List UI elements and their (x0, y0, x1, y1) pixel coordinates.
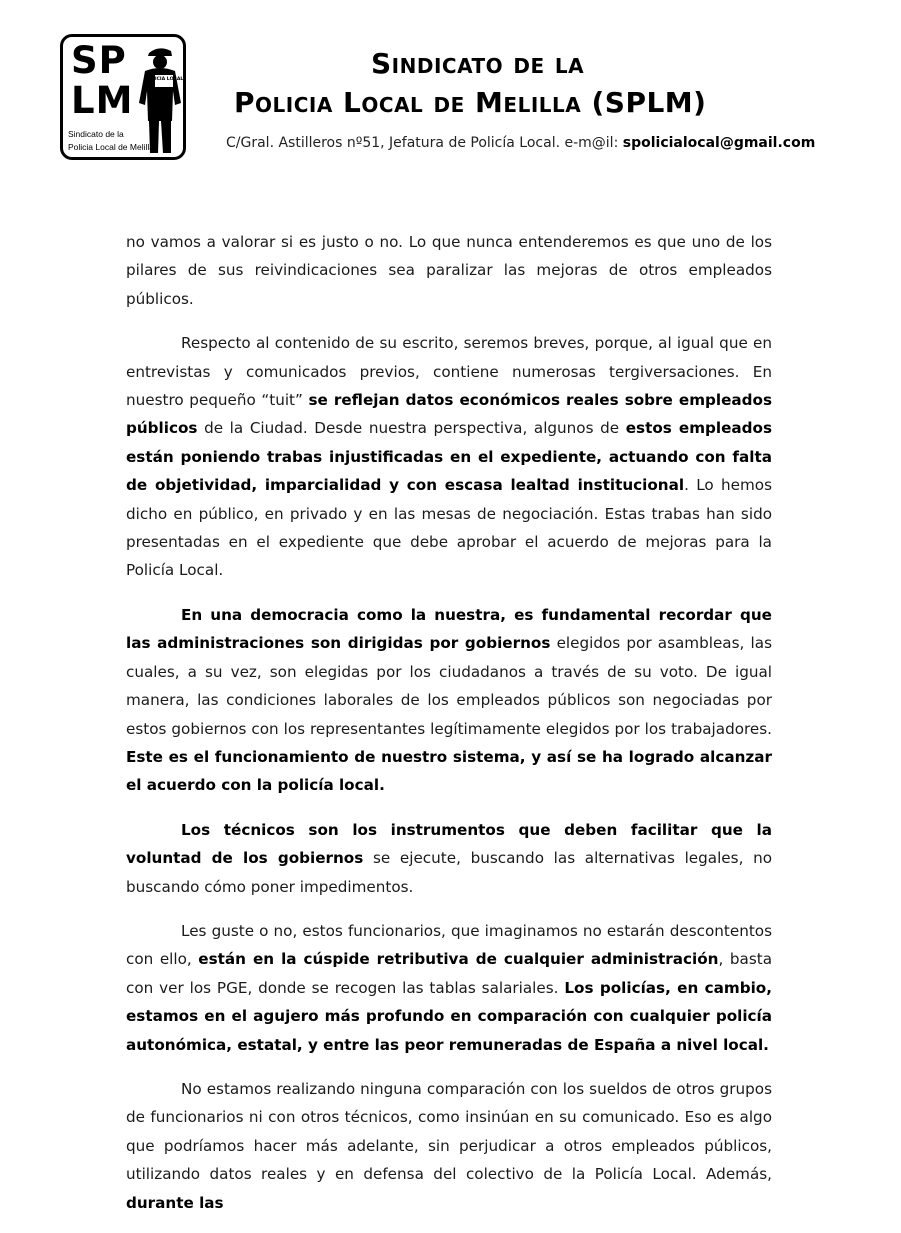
splm-logo (60, 34, 186, 160)
paragraph-4-text-a: se ejecute, buscando las alternativas legales, no buscando cómo poner impedimentos. (126, 849, 772, 896)
paragraph-2 (126, 329, 772, 585)
union-title-line1: Sindicato de la (371, 47, 585, 80)
letter-body (126, 228, 772, 1233)
paragraph-5-bold-a: están en la cúspide retributiva de cualquier administración (198, 950, 719, 969)
paragraph-2-text-a: Respecto al contenido de su escrito, seremos breves, porque, al igual que en entrevistas y comunicados previos, contiene numerosas tergiversaciones. En nuestro pequeño “tuit” (126, 334, 772, 410)
email-address: spolicialocal@gmail.com (622, 135, 816, 151)
paragraph-5-bold-b: Los policías, en cambio, estamos en el agujero más profundo en comparación con cualquier policía autonómica, estatal, y entre las peor remuneradas de España a nivel local. (126, 978, 772, 1054)
paragraph-4-bold-a: Los técnicos son los instrumentos que deben facilitar que la voluntad de los gobiernos (126, 820, 772, 868)
paragraph-4 (126, 816, 772, 901)
union-title-line2: Policia Local de Melilla (SPLM) (234, 86, 707, 119)
paragraph-3-text-a: elegidos por asambleas, las cuales, a su vez, son elegidas por los ciudadanos a través de su voto. De igual manera, las condiciones laborales de los empleados públicos son negociadas por estos gobiernos con los representantes legítimamente elegidos por los trabajadores. (126, 634, 772, 738)
paragraph-5-text-a: Les guste o no, estos funcionarios, que imaginamos no estarán descontentos con ello, (126, 921, 772, 969)
logo-caption-line2: Policia Local de Melilla (68, 142, 154, 152)
paragraph-3-bold-b: Este es el funcionamiento de nuestro sistema, y así se ha logrado alcanzar el acuerdo con la policía local. (126, 747, 772, 795)
address-text: C/Gral. Astilleros nº51, Jefatura de Policía Local. e-m@il: (226, 135, 623, 151)
paragraph-2-bold-b: estos empleados están poniendo trabas injustificadas en el expediente, actuando con falta de objetividad, imparcialidad y con escasa lealtad institucional (126, 419, 773, 495)
paragraph-2-text-c: . Lo hemos dicho en público, en privado y en las mesas de negociación. Estas trabas han sido presentadas en el expediente que debe aprobar el acuerdo de mejoras para la Policía Local. (126, 476, 772, 580)
paragraph-2-text-b: de la Ciudad. Desde nuestra perspectiva, algunos de (197, 419, 626, 438)
paragraph-6-bold-a: durante las (126, 1193, 224, 1212)
paragraph-5 (126, 917, 772, 1059)
paragraph-5-text-b: , basta con ver los PGE, donde se recogen las tablas salariales. (126, 950, 772, 997)
address-line (226, 135, 815, 151)
paragraph-6-text-a: No estamos realizando ninguna comparación con los sueldos de otros grupos de funcionarios ni con otros técnicos, como insinúan en su comunicado. Eso es algo que podríamos hacer más adelante, sin perjudicar a otros empleados públicos, utilizando datos reales y en defensa del colectivo de la Policía Local. Además, (126, 1079, 772, 1184)
logo-caption-line1: Sindicato de la (68, 129, 124, 139)
logo-lm-text: LM (71, 79, 134, 122)
logo-sp-text: SP (71, 39, 127, 82)
paragraph-2-bold-a: se reflejan datos económicos reales sobre empleados públicos (126, 391, 772, 438)
paragraph-3-bold-a: En una democracia como la nuestra, es fundamental recordar que las administraciones son dirigidas por gobiernos (126, 605, 772, 653)
paragraph-1-text: no vamos a valorar si es justo o no. Lo que nunca entenderemos es que uno de los pilares de sus reivindicaciones sea paralizar las mejoras de otros empleados públicos. (126, 233, 772, 308)
paragraph-3 (126, 601, 772, 800)
paragraph-6 (126, 1075, 772, 1217)
logo-badge-text: POLICIA LOCAL (144, 77, 184, 82)
police-officer-icon (135, 43, 185, 155)
paragraph-1 (126, 228, 772, 313)
